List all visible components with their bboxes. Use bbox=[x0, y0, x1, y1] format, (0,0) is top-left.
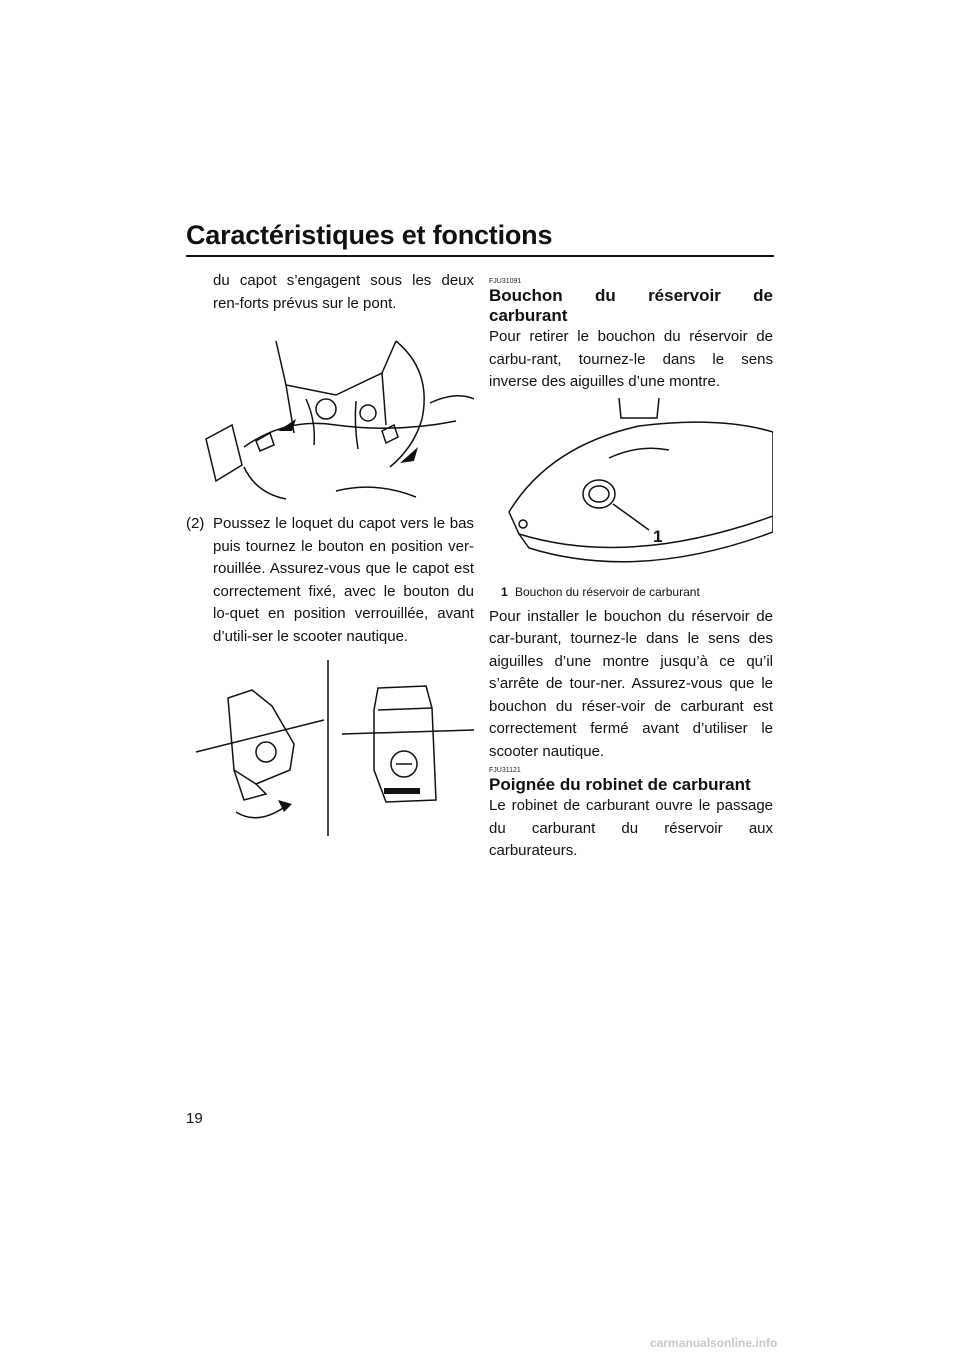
continuation-paragraph: du capot s’engagent sous les deux ren-forts prévus sur le pont. bbox=[213, 272, 474, 312]
fuel-cap-illustration bbox=[489, 398, 773, 582]
watermark: carmanualsonline.info bbox=[650, 1336, 778, 1350]
fuel-cock-paragraph: Le robinet de carburant ouvre le passage du carburant du réservoir aux carburateurs. bbox=[489, 797, 773, 859]
header-rule bbox=[186, 255, 774, 257]
right-column bbox=[489, 274, 773, 863]
page-number: 19 bbox=[186, 1110, 203, 1127]
step-text: Poussez le loquet du capot vers le bas puis tournez le bouton en position ver-rouillée. Assurez-vous que le capot est correctement fixé, avec le bouton du lo-quet en position verrouillée, avant d’utili-ser le scooter nautique. bbox=[213, 515, 474, 645]
section-title-fuel-cap: Bouchon du réservoir de carburant bbox=[489, 286, 773, 325]
section-title-fuel-cock: Poignée du robinet de carburant bbox=[489, 775, 751, 794]
section-code: FJU31091 bbox=[489, 278, 522, 285]
left-column bbox=[186, 270, 474, 836]
figure-caption bbox=[501, 584, 773, 600]
fuel-cap-install-paragraph: Pour installer le bouchon du réservoir de car-burant, tournez-le dans le sens des aiguilles d’une montre jusqu’à ce qu’il s’arrête de tour-ner. Assurez-vous que le bouchon du réser-voir de carburant est correctement fermé avant d’utiliser le scooter nautique. bbox=[489, 607, 773, 760]
caption-text: Bouchon du réservoir de carburant bbox=[515, 584, 700, 599]
hood-latch-illustration bbox=[186, 660, 474, 836]
step-number: (2) bbox=[186, 515, 205, 532]
fuel-cap-remove-paragraph: Pour retirer le bouchon du réservoir de carbu-rant, tournez-le dans le sens inverse des aiguilles d’une montre. bbox=[489, 328, 773, 390]
section-code-2: FJU31121 bbox=[489, 767, 521, 774]
caption-number: 1 bbox=[501, 584, 508, 599]
page-title: Caractéristiques et fonctions bbox=[186, 220, 553, 250]
figure-callout-1: 1 bbox=[653, 526, 663, 546]
step-2 bbox=[186, 513, 474, 648]
hood-hooks-illustration bbox=[186, 321, 474, 501]
